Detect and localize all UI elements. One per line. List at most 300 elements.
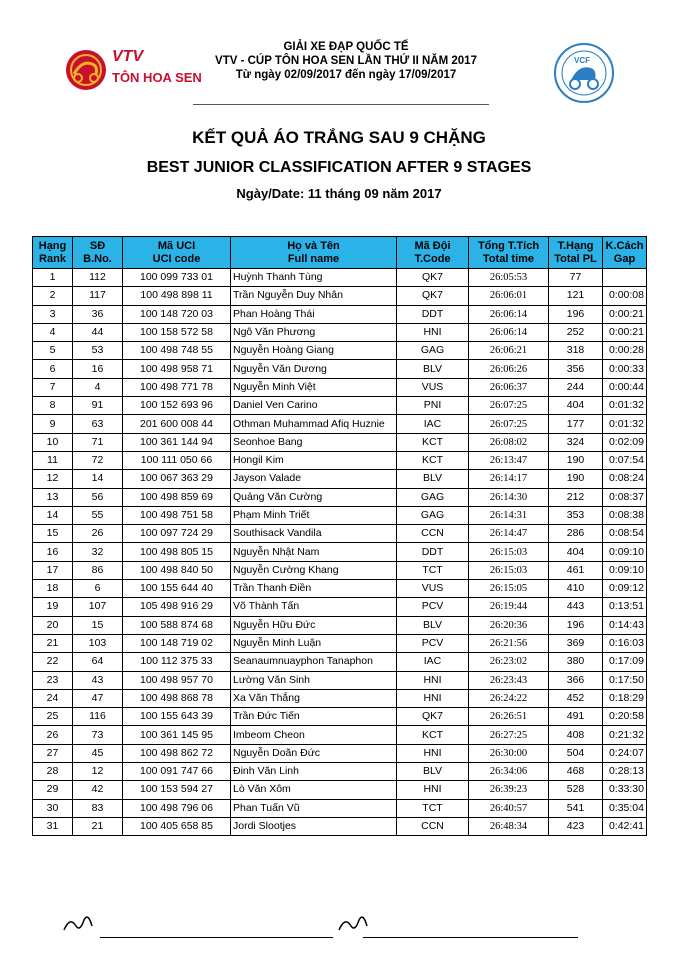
cell-bib: 53 [73, 342, 123, 360]
cell-uci-code: 100 067 363 29 [123, 470, 231, 488]
cell-full-name: Nguyễn Hữu Đức [231, 616, 397, 634]
event-info [190, 40, 502, 82]
cell-full-name: Trần Nguyễn Duy Nhân [231, 287, 397, 305]
table-row [33, 305, 647, 323]
header-divider [193, 104, 489, 105]
cell-total-time: 26:15:03 [469, 543, 549, 561]
cell-total-pl: 356 [549, 360, 603, 378]
cell-gap: 0:00:08 [603, 287, 647, 305]
cell-team-code: HNI [397, 323, 469, 341]
cell-rank: 18 [33, 580, 73, 598]
cell-gap: 0:08:24 [603, 470, 647, 488]
cell-total-time: 26:08:02 [469, 433, 549, 451]
cell-gap: 0:09:12 [603, 580, 647, 598]
table-row [33, 598, 647, 616]
cell-rank: 29 [33, 781, 73, 799]
cell-total-time: 26:40:57 [469, 799, 549, 817]
cell-full-name: Trần Thanh Điền [231, 580, 397, 598]
cell-uci-code: 100 148 720 03 [123, 305, 231, 323]
cell-bib: 45 [73, 744, 123, 762]
cell-gap: 0:17:09 [603, 653, 647, 671]
vcf-label: VCF [574, 56, 590, 65]
cell-bib: 117 [73, 287, 123, 305]
table-row [33, 287, 647, 305]
cell-uci-code: 105 498 916 29 [123, 598, 231, 616]
column-header [549, 237, 603, 269]
cell-bib: 56 [73, 488, 123, 506]
cell-rank: 9 [33, 415, 73, 433]
cell-rank: 25 [33, 708, 73, 726]
cell-total-time: 26:26:51 [469, 708, 549, 726]
cell-total-time: 26:13:47 [469, 451, 549, 469]
table-row [33, 561, 647, 579]
cell-rank: 2 [33, 287, 73, 305]
cell-uci-code: 100 498 748 55 [123, 342, 231, 360]
cell-total-time: 26:14:17 [469, 470, 549, 488]
cell-total-time: 26:06:01 [469, 287, 549, 305]
cell-rank: 17 [33, 561, 73, 579]
cell-bib: 42 [73, 781, 123, 799]
cell-full-name: Nguyễn Minh Việt [231, 378, 397, 396]
cell-full-name: Imbeom Cheon [231, 726, 397, 744]
cell-total-pl: 353 [549, 506, 603, 524]
column-header-vn: Hạng [38, 239, 67, 252]
cell-team-code: QK7 [397, 708, 469, 726]
cell-gap: 0:08:38 [603, 506, 647, 524]
cell-total-pl: 366 [549, 671, 603, 689]
cell-uci-code: 100 498 958 71 [123, 360, 231, 378]
table-row [33, 671, 647, 689]
cell-uci-code: 100 498 751 58 [123, 506, 231, 524]
cell-team-code: PCV [397, 634, 469, 652]
cell-bib: 6 [73, 580, 123, 598]
cell-rank: 4 [33, 323, 73, 341]
cell-gap: 0:21:32 [603, 726, 647, 744]
cell-bib: 26 [73, 525, 123, 543]
cell-total-pl: 369 [549, 634, 603, 652]
cell-total-time: 26:15:05 [469, 580, 549, 598]
column-header-en: Full name [287, 252, 340, 265]
cell-bib: 12 [73, 763, 123, 781]
cell-total-time: 26:14:31 [469, 506, 549, 524]
cell-bib: 103 [73, 634, 123, 652]
table-row [33, 689, 647, 707]
cell-total-pl: 404 [549, 543, 603, 561]
cell-bib: 86 [73, 561, 123, 579]
cell-gap: 0:09:10 [603, 561, 647, 579]
table-row [33, 525, 647, 543]
table-row [33, 616, 647, 634]
cell-team-code: KCT [397, 451, 469, 469]
cell-full-name: Xa Văn Thắng [231, 689, 397, 707]
cell-uci-code: 100 152 693 96 [123, 397, 231, 415]
column-header-vn: K.Cách [605, 239, 644, 252]
cell-rank: 22 [33, 653, 73, 671]
cell-rank: 30 [33, 799, 73, 817]
cell-total-time: 26:34:06 [469, 763, 549, 781]
cell-team-code: CCN [397, 525, 469, 543]
cell-team-code: GAG [397, 342, 469, 360]
cell-rank: 28 [33, 763, 73, 781]
cell-total-pl: 461 [549, 561, 603, 579]
signature-mark-icon [335, 908, 375, 938]
cell-gap: 0:00:28 [603, 342, 647, 360]
cell-total-time: 26:06:14 [469, 305, 549, 323]
table-row [33, 342, 647, 360]
cell-total-time: 26:15:03 [469, 561, 549, 579]
cell-team-code: TCT [397, 799, 469, 817]
cell-total-pl: 452 [549, 689, 603, 707]
cell-full-name: Huỳnh Thanh Tùng [231, 269, 397, 287]
cell-rank: 10 [33, 433, 73, 451]
cell-total-pl: 324 [549, 433, 603, 451]
cell-gap: 0:00:21 [603, 305, 647, 323]
vcf-cyclist-icon [553, 42, 615, 104]
table-row [33, 397, 647, 415]
cell-team-code: VUS [397, 378, 469, 396]
cell-full-name: Đinh Văn Linh [231, 763, 397, 781]
column-header-en: Gap [613, 252, 636, 265]
cell-gap: 0:01:32 [603, 415, 647, 433]
cell-team-code: GAG [397, 488, 469, 506]
cell-full-name: Phạm Minh Triết [231, 506, 397, 524]
cell-total-time: 26:06:21 [469, 342, 549, 360]
column-header [33, 237, 73, 269]
table-row [33, 817, 647, 835]
cell-total-pl: 443 [549, 598, 603, 616]
cell-full-name: Quảng Văn Cường [231, 488, 397, 506]
cell-full-name: Phan Hoàng Thái [231, 305, 397, 323]
cell-team-code: IAC [397, 415, 469, 433]
cell-team-code: PCV [397, 598, 469, 616]
vcf-logo [553, 42, 615, 104]
table-row [33, 470, 647, 488]
column-header-en: UCI code [152, 252, 201, 265]
cell-full-name: Võ Thành Tấn [231, 598, 397, 616]
cell-total-pl: 541 [549, 799, 603, 817]
cell-bib: 47 [73, 689, 123, 707]
cell-total-pl: 190 [549, 451, 603, 469]
cell-bib: 16 [73, 360, 123, 378]
event-dates: Từ ngày 02/09/2017 đến ngày 17/09/2017 [235, 69, 457, 81]
cell-total-pl: 423 [549, 817, 603, 835]
column-header [73, 237, 123, 269]
cell-bib: 21 [73, 817, 123, 835]
cell-bib: 63 [73, 415, 123, 433]
cell-uci-code: 100 158 572 58 [123, 323, 231, 341]
cell-uci-code: 100 498 796 06 [123, 799, 231, 817]
cell-rank: 31 [33, 817, 73, 835]
cell-rank: 7 [33, 378, 73, 396]
column-header [603, 237, 647, 269]
cell-rank: 19 [33, 598, 73, 616]
cell-team-code: BLV [397, 470, 469, 488]
cell-gap: 0:17:50 [603, 671, 647, 689]
cell-rank: 14 [33, 506, 73, 524]
table-row [33, 433, 647, 451]
cell-total-time: 26:23:02 [469, 653, 549, 671]
column-header-vn: T.Hạng [557, 239, 594, 252]
cell-total-time: 26:48:34 [469, 817, 549, 835]
cell-bib: 83 [73, 799, 123, 817]
cell-total-time: 26:27:25 [469, 726, 549, 744]
column-header-vn: Tổng T.Tích [477, 239, 540, 252]
cell-uci-code: 100 405 658 85 [123, 817, 231, 835]
cell-total-time: 26:14:30 [469, 488, 549, 506]
cell-team-code: QK7 [397, 269, 469, 287]
document-header [0, 0, 678, 120]
cell-full-name: Southisack Vandila [231, 525, 397, 543]
cell-uci-code: 100 498 898 11 [123, 287, 231, 305]
cell-bib: 55 [73, 506, 123, 524]
cell-full-name: Jayson Valade [231, 470, 397, 488]
cell-bib: 64 [73, 653, 123, 671]
cell-total-pl: 121 [549, 287, 603, 305]
column-header [469, 237, 549, 269]
cell-gap: 0:02:09 [603, 433, 647, 451]
cell-full-name: Othman Muhammad Afiq Huznie [231, 415, 397, 433]
cell-full-name: Trần Đức Tiến [231, 708, 397, 726]
cell-total-pl: 491 [549, 708, 603, 726]
cell-rank: 5 [33, 342, 73, 360]
cell-team-code: BLV [397, 763, 469, 781]
cell-gap: 0:07:54 [603, 451, 647, 469]
cell-rank: 1 [33, 269, 73, 287]
cell-uci-code: 100 155 644 40 [123, 580, 231, 598]
cell-total-pl: 380 [549, 653, 603, 671]
title-english: BEST JUNIOR CLASSIFICATION AFTER 9 STAGES [146, 159, 532, 176]
cell-uci-code: 100 498 840 50 [123, 561, 231, 579]
cell-full-name: Nguyễn Doãn Đức [231, 744, 397, 762]
cell-total-time: 26:05:53 [469, 269, 549, 287]
cell-total-time: 26:19:44 [469, 598, 549, 616]
cell-bib: 4 [73, 378, 123, 396]
cell-bib: 32 [73, 543, 123, 561]
cell-total-time: 26:30:00 [469, 744, 549, 762]
cell-team-code: DDT [397, 543, 469, 561]
cell-bib: 73 [73, 726, 123, 744]
cell-uci-code: 201 600 008 44 [123, 415, 231, 433]
cell-total-pl: 190 [549, 470, 603, 488]
cell-bib: 15 [73, 616, 123, 634]
table-row [33, 781, 647, 799]
cell-team-code: KCT [397, 433, 469, 451]
cell-uci-code: 100 588 874 68 [123, 616, 231, 634]
cell-rank: 20 [33, 616, 73, 634]
table-row [33, 451, 647, 469]
table-row [33, 580, 647, 598]
cell-gap: 0:18:29 [603, 689, 647, 707]
cell-rank: 23 [33, 671, 73, 689]
cell-bib: 43 [73, 671, 123, 689]
cell-gap: 0:00:33 [603, 360, 647, 378]
cell-uci-code: 100 111 050 66 [123, 451, 231, 469]
cell-uci-code: 100 361 145 95 [123, 726, 231, 744]
cell-uci-code: 100 498 771 78 [123, 378, 231, 396]
cell-bib: 72 [73, 451, 123, 469]
table-row [33, 378, 647, 396]
cell-bib: 14 [73, 470, 123, 488]
cell-gap: 0:28:13 [603, 763, 647, 781]
cell-rank: 6 [33, 360, 73, 378]
cell-rank: 8 [33, 397, 73, 415]
document-date: Ngày/Date: 11 tháng 09 năm 2017 [236, 186, 442, 201]
cell-gap: 0:33:30 [603, 781, 647, 799]
cell-total-time: 26:06:26 [469, 360, 549, 378]
cell-bib: 112 [73, 269, 123, 287]
cell-rank: 11 [33, 451, 73, 469]
cell-gap: 0:24:07 [603, 744, 647, 762]
cell-total-pl: 77 [549, 269, 603, 287]
column-header [231, 237, 397, 269]
cell-gap [603, 269, 647, 287]
cell-rank: 16 [33, 543, 73, 561]
cell-gap: 0:42:41 [603, 817, 647, 835]
cell-total-time: 26:06:14 [469, 323, 549, 341]
cell-uci-code: 100 498 805 15 [123, 543, 231, 561]
cell-team-code: HNI [397, 671, 469, 689]
column-header [397, 237, 469, 269]
cell-total-time: 26:20:36 [469, 616, 549, 634]
table-row [33, 763, 647, 781]
cell-gap: 0:35:04 [603, 799, 647, 817]
cell-gap: 0:08:54 [603, 525, 647, 543]
signature-line-left [100, 937, 333, 938]
cell-full-name: Hongil Kim [231, 451, 397, 469]
cell-total-pl: 528 [549, 781, 603, 799]
logo-brand: VTV [112, 48, 144, 65]
table-row [33, 506, 647, 524]
column-header-en: Rank [39, 252, 66, 265]
cell-uci-code: 100 112 375 33 [123, 653, 231, 671]
cell-rank: 26 [33, 726, 73, 744]
cell-total-pl: 196 [549, 305, 603, 323]
cell-team-code: HNI [397, 744, 469, 762]
cell-total-pl: 252 [549, 323, 603, 341]
cell-total-pl: 410 [549, 580, 603, 598]
results-table [32, 236, 647, 836]
cell-full-name: Nguyễn Hoàng Giang [231, 342, 397, 360]
signature-mark-icon [60, 908, 100, 938]
cell-gap: 0:08:37 [603, 488, 647, 506]
cell-total-pl: 408 [549, 726, 603, 744]
cell-total-pl: 196 [549, 616, 603, 634]
table-row [33, 543, 647, 561]
table-row [33, 726, 647, 744]
cell-full-name: Seanaumnuayphon Tanaphon [231, 653, 397, 671]
cell-total-time: 26:07:25 [469, 415, 549, 433]
column-header-en: Total PL [554, 252, 597, 265]
cell-uci-code: 100 099 733 01 [123, 269, 231, 287]
cell-full-name: Lò Văn Xôm [231, 781, 397, 799]
cell-gap: 0:14:43 [603, 616, 647, 634]
cell-uci-code: 100 498 859 69 [123, 488, 231, 506]
cell-full-name: Lường Văn Sinh [231, 671, 397, 689]
cell-team-code: TCT [397, 561, 469, 579]
cell-bib: 91 [73, 397, 123, 415]
event-cup: VTV - CÚP TÔN HOA SEN LẦN THỨ II NĂM 2017 [215, 55, 477, 67]
cell-full-name: Nguyễn Nhật Nam [231, 543, 397, 561]
cell-total-time: 26:21:56 [469, 634, 549, 652]
cell-full-name: Daniel Ven Carino [231, 397, 397, 415]
table-body [33, 269, 647, 836]
column-header-vn: Mã Đội [414, 239, 451, 252]
column-header-en: B.No. [83, 252, 112, 265]
cell-rank: 27 [33, 744, 73, 762]
cell-gap: 0:09:10 [603, 543, 647, 561]
cell-team-code: PNI [397, 397, 469, 415]
cell-rank: 15 [33, 525, 73, 543]
cell-bib: 44 [73, 323, 123, 341]
cell-team-code: IAC [397, 653, 469, 671]
cell-bib: 107 [73, 598, 123, 616]
table-row [33, 323, 647, 341]
logo-sponsor: TÔN HOA SEN [112, 70, 202, 85]
cell-full-name: Jordi Slootjes [231, 817, 397, 835]
cell-gap: 0:16:03 [603, 634, 647, 652]
cell-full-name: Phan Tuấn Vũ [231, 799, 397, 817]
table-row [33, 269, 647, 287]
cell-total-pl: 318 [549, 342, 603, 360]
cell-total-time: 26:07:25 [469, 397, 549, 415]
table-row [33, 708, 647, 726]
table-row [33, 488, 647, 506]
cell-total-pl: 286 [549, 525, 603, 543]
cell-team-code: GAG [397, 506, 469, 524]
cell-uci-code: 100 097 724 29 [123, 525, 231, 543]
cell-team-code: VUS [397, 580, 469, 598]
cell-full-name: Nguyễn Văn Dương [231, 360, 397, 378]
cell-full-name: Seonhoe Bang [231, 433, 397, 451]
cell-gap: 0:01:32 [603, 397, 647, 415]
cell-total-pl: 404 [549, 397, 603, 415]
column-header [123, 237, 231, 269]
cell-uci-code: 100 498 862 72 [123, 744, 231, 762]
cell-team-code: BLV [397, 360, 469, 378]
table-header-row [33, 237, 647, 269]
cell-team-code: DDT [397, 305, 469, 323]
cell-bib: 116 [73, 708, 123, 726]
table-row [33, 415, 647, 433]
cell-total-pl: 212 [549, 488, 603, 506]
column-header-en: Total time [482, 252, 535, 265]
column-header-vn: Họ và Tên [287, 239, 340, 252]
title-vietnamese: KẾT QUẢ ÁO TRẮNG SAU 9 CHẶNG [192, 128, 486, 147]
cell-uci-code: 100 498 957 70 [123, 671, 231, 689]
cell-rank: 24 [33, 689, 73, 707]
cell-uci-code: 100 498 868 78 [123, 689, 231, 707]
cell-bib: 36 [73, 305, 123, 323]
cell-uci-code: 100 091 747 66 [123, 763, 231, 781]
column-header-vn: SĐ [89, 239, 106, 252]
cell-bib: 71 [73, 433, 123, 451]
cell-total-pl: 468 [549, 763, 603, 781]
cell-total-pl: 244 [549, 378, 603, 396]
column-header-vn: Mã UCI [157, 239, 196, 252]
cell-team-code: BLV [397, 616, 469, 634]
cell-total-time: 26:39:23 [469, 781, 549, 799]
table-row [33, 653, 647, 671]
cell-gap: 0:00:44 [603, 378, 647, 396]
table-row [33, 744, 647, 762]
cell-rank: 21 [33, 634, 73, 652]
table-row [33, 360, 647, 378]
cell-gap: 0:13:51 [603, 598, 647, 616]
cell-uci-code: 100 361 144 94 [123, 433, 231, 451]
cell-total-time: 26:23:43 [469, 671, 549, 689]
cell-rank: 3 [33, 305, 73, 323]
cell-team-code: QK7 [397, 287, 469, 305]
